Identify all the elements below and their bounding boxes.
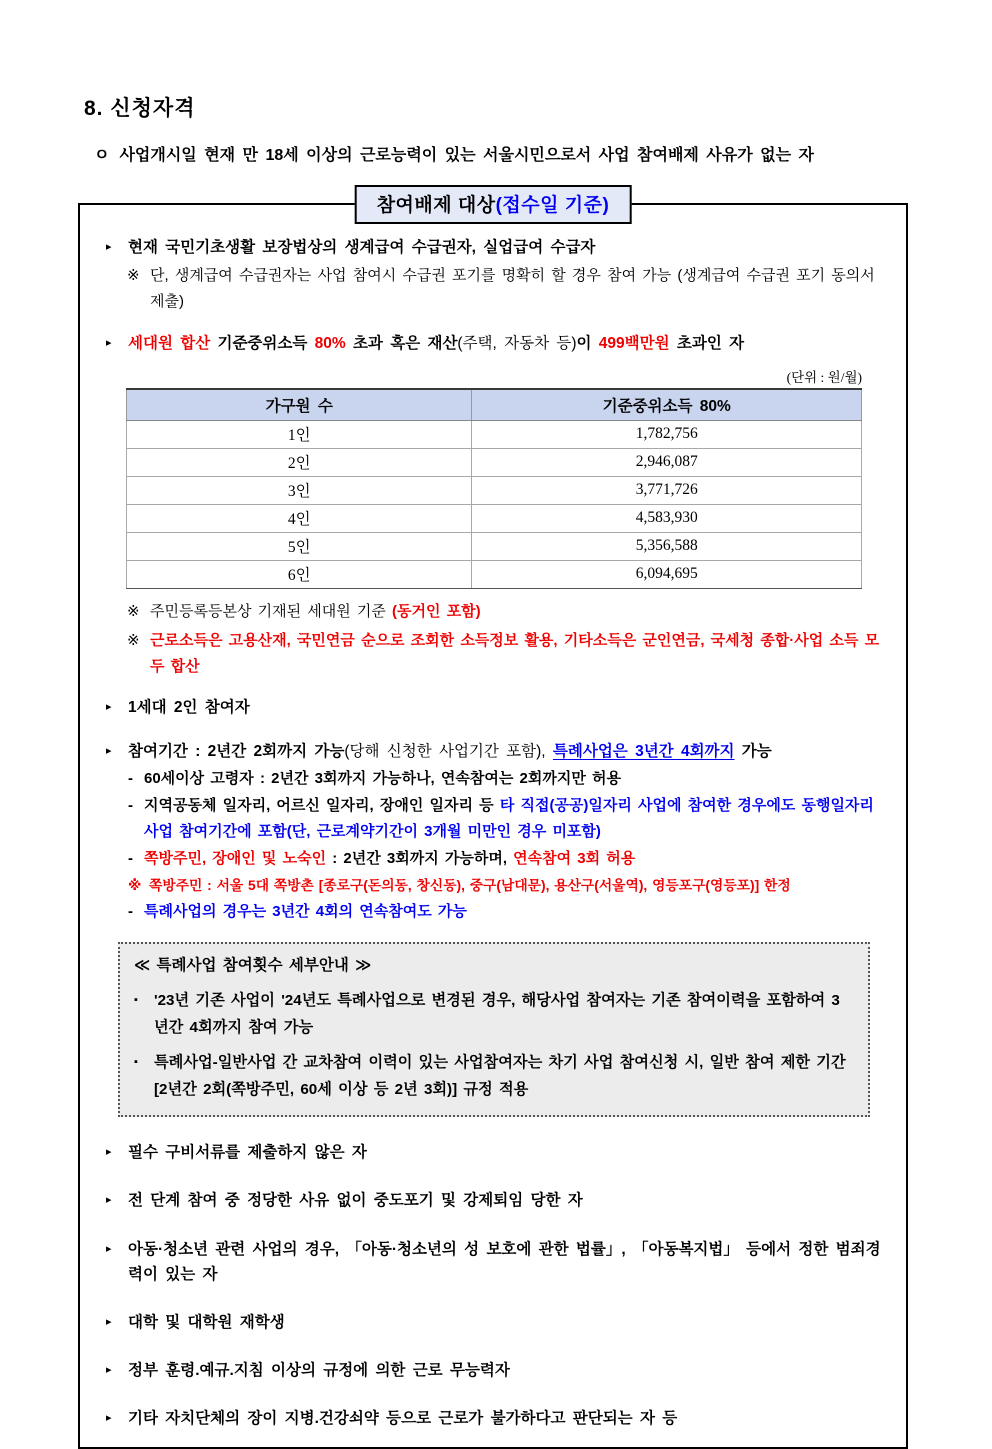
note-red-part: (동거인 포함) bbox=[392, 602, 481, 620]
item-text: 대학 및 대학원 재학생 bbox=[128, 1313, 285, 1331]
cell-income: 5,356,588 bbox=[472, 532, 862, 560]
sub-note-text: 쪽방주민 : 서울 5대 쪽방촌 [종로구(돈의동, 창신동), 중구(남대문), 용산구(서울역), 영등포구(영등포)] 한정 bbox=[149, 877, 791, 893]
seg-possible: 가능 bbox=[734, 742, 772, 760]
seg-period-bold: 참여기간 : 2년간 2회까지 가능 bbox=[128, 742, 345, 760]
seg-direct-jobs-blue: 타 직접(공공)일자리 사업에 참여한 경우에도 동행일자리 사업 참여기간에 포함(단, 근로계약기간이 3개월 미만인 경우 미포함) bbox=[144, 797, 874, 840]
sub-text: 60세이상 고령자 : 2년간 3회까지 가능하나, 연속참여는 2회까지만 허용 bbox=[144, 769, 621, 787]
seg-three-times: : 2년간 3회까지 가능하며, bbox=[326, 850, 514, 868]
cell-income: 3,771,726 bbox=[472, 476, 862, 504]
note-text: 단, 생계급여 수급권자는 사업 참여시 수급권 포기를 명확히 할 경우 참여 가능 (생계급여 수급권 포기 동의서 제출) bbox=[150, 267, 875, 311]
sub-item-jjokbang bbox=[128, 846, 882, 872]
item-text: 현재 국민기초생활 보장법상의 생계급여 수급권자, 실업급여 수급자 bbox=[128, 239, 596, 256]
median-income-table bbox=[126, 388, 862, 589]
triangle-bullet-icon: ▸ bbox=[106, 1315, 112, 1328]
square-bullet-icon: ▪ bbox=[134, 993, 138, 1006]
seg-consecutive: 연속참여 3회 허용 bbox=[513, 850, 636, 868]
triangle-bullet-icon: ▸ bbox=[106, 241, 112, 253]
item-text bbox=[128, 739, 772, 764]
special-box-bullet bbox=[134, 1050, 854, 1103]
exclusion-section bbox=[78, 185, 908, 1449]
item-text: 아동·청소년 관련 사업의 경우, 「아동·청소년의 성 보호에 관한 법률」, 「아동복지법」 등에서 정한 범죄경력이 있는 자 bbox=[128, 1240, 881, 1283]
item-text: 정부 훈령.예규.지침 이상의 규정에 의한 근로 무능력자 bbox=[128, 1361, 510, 1379]
special-box-title: ≪ 특례사업 참여횟수 세부안내 ≫ bbox=[134, 956, 372, 974]
table-row bbox=[127, 560, 862, 588]
reference-mark-icon: ※ bbox=[127, 602, 140, 620]
sub-note-jjokbang-areas bbox=[128, 874, 882, 897]
exclusion-item-missing-documents bbox=[106, 1140, 882, 1165]
seg-499m: 499백만원 bbox=[598, 334, 670, 352]
seg-exceed-or-asset: 초과 혹은 재산 bbox=[345, 334, 458, 352]
exclusion-item-basic-livelihood bbox=[106, 235, 882, 260]
seg-community-jobs: 지역공동체 일자리, 어르신 일자리, 장애인 일자리 등 bbox=[144, 797, 500, 815]
note-text bbox=[150, 599, 481, 625]
dash-bullet: - bbox=[128, 797, 133, 815]
exclusion-item-dropout bbox=[106, 1188, 882, 1213]
exclusion-item-health bbox=[106, 1406, 882, 1431]
cell-income: 1,782,756 bbox=[472, 420, 862, 448]
note-red-text: 근로소득은 고용산재, 국민연금 순으로 조회한 소득정보 활용, 기타소득은 군인연금, 국세청 종합·사업 소득 모두 합산 bbox=[150, 631, 880, 676]
exclusion-box-title bbox=[355, 185, 632, 224]
sub-text: 특례사업의 경우는 3년간 4회의 연속참여도 가능 bbox=[144, 903, 467, 921]
triangle-bullet-icon: ▸ bbox=[106, 744, 112, 757]
exclusion-item-child-crime bbox=[106, 1237, 882, 1287]
seg-exceeding-person: 초과인 자 bbox=[669, 334, 745, 352]
intro-line bbox=[94, 142, 948, 165]
note-black-part: 주민등록등본상 기재된 세대원 기준 bbox=[150, 602, 393, 620]
seg-asset-paren: (주택, 자동차 등) bbox=[457, 334, 577, 352]
table-row bbox=[127, 476, 862, 504]
special-bullet-text: 특례사업-일반사업 간 교차참여 이력이 있는 사업참여자는 차기 사업 참여신청 시, 일반 참여 제한 기간 [2년간 2회(쪽방주민, 60세 이상 등 2년 3회)] 규정 적용 bbox=[154, 1054, 846, 1098]
sub-text bbox=[144, 793, 882, 844]
reference-mark-icon: ※ bbox=[127, 631, 140, 649]
note-household-register bbox=[127, 599, 882, 625]
intro-text: 사업개시일 현재 만 18세 이상의 근로능력이 있는 서울시민으로서 사업 참여배제 사유가 없는 자 bbox=[119, 147, 814, 164]
col-header-income: 기준중위소득 80% bbox=[472, 389, 862, 421]
cell-household: 3인 bbox=[127, 476, 472, 504]
cell-income: 4,583,930 bbox=[472, 504, 862, 532]
exclusion-box bbox=[78, 203, 908, 1449]
cell-income: 6,094,695 bbox=[472, 560, 862, 588]
seg-household-sum: 세대원 합산 bbox=[128, 334, 211, 352]
seg-i: 이 bbox=[576, 334, 599, 352]
exclusion-item-work-incapable bbox=[106, 1358, 882, 1383]
intro-bullet: ㅇ bbox=[94, 147, 110, 164]
note-income-check bbox=[127, 628, 882, 681]
exclusion-item-students bbox=[106, 1310, 882, 1335]
special-bullet-text: '23년 기존 사업이 '24년도 특례사업으로 변경된 경우, 해당사업 참여자는 기존 참여이력을 포함하여 3년간 4회까지 참여 가능 bbox=[154, 991, 840, 1036]
sub-item-public-jobs bbox=[128, 793, 882, 844]
table-row bbox=[127, 420, 862, 448]
note-livelihood-waiver bbox=[127, 263, 882, 316]
cell-household: 2인 bbox=[127, 448, 472, 476]
reference-mark-icon: ※ bbox=[127, 267, 140, 285]
triangle-bullet-icon: ▸ bbox=[106, 1194, 112, 1207]
section-heading: 8. 신청자격 bbox=[84, 97, 196, 120]
cell-household: 6인 bbox=[127, 560, 472, 588]
cell-household: 5인 bbox=[127, 532, 472, 560]
reference-mark-icon: ※ bbox=[128, 877, 142, 893]
triangle-bullet-icon: ▸ bbox=[106, 336, 112, 349]
seg-special-project: 특례사업은 3년간 4회까지 bbox=[552, 742, 735, 760]
triangle-bullet-icon: ▸ bbox=[106, 1146, 112, 1159]
table-header-row bbox=[127, 389, 862, 421]
cell-household: 4인 bbox=[127, 504, 472, 532]
title-blue-part: (접수일 기준) bbox=[495, 195, 610, 216]
special-box-bullet bbox=[134, 988, 854, 1041]
dash-bullet: - bbox=[128, 850, 133, 868]
dash-bullet: - bbox=[128, 769, 133, 787]
table-row bbox=[127, 504, 862, 532]
table-row bbox=[127, 532, 862, 560]
table-row bbox=[127, 448, 862, 476]
cell-household: 1인 bbox=[127, 420, 472, 448]
table-unit-label: (단위 : 원/월) bbox=[786, 369, 862, 385]
exclusion-item-income-asset bbox=[106, 331, 882, 356]
sub-text bbox=[144, 846, 635, 872]
seg-vulnerable-groups: 쪽방주민, 장애인 및 노숙인 bbox=[144, 850, 327, 868]
item-text: 필수 구비서류를 제출하지 않은 자 bbox=[128, 1144, 367, 1162]
triangle-bullet-icon: ▸ bbox=[106, 1242, 112, 1255]
seg-80pct: 80% bbox=[314, 334, 346, 352]
sub-item-seniors bbox=[128, 766, 882, 792]
triangle-bullet-icon: ▸ bbox=[106, 1412, 112, 1425]
triangle-bullet-icon: ▸ bbox=[106, 1363, 112, 1376]
cell-income: 2,946,087 bbox=[472, 448, 862, 476]
item-text: 1세대 2인 참여자 bbox=[128, 699, 250, 717]
item-text: 기타 자치단체의 장이 지병.건강쇠약 등으로 근로가 불가하다고 판단되는 자 등 bbox=[128, 1410, 678, 1428]
seg-period-paren: (당해 신청한 사업기간 포함), bbox=[344, 742, 553, 760]
title-black-part: 참여배제 대상 bbox=[376, 195, 496, 216]
exclusion-item-participation-period bbox=[106, 739, 882, 764]
item-text bbox=[128, 331, 744, 356]
seg-median-income: 기준중위소득 bbox=[210, 334, 315, 352]
square-bullet-icon: ▪ bbox=[134, 1056, 138, 1069]
triangle-bullet-icon: ▸ bbox=[106, 701, 112, 714]
col-header-household: 가구원 수 bbox=[127, 389, 472, 421]
dash-bullet: - bbox=[128, 903, 133, 921]
exclusion-item-two-per-household bbox=[106, 695, 882, 720]
sub-item-special-consecutive bbox=[128, 899, 882, 925]
item-text: 전 단계 참여 중 정당한 사유 없이 중도포기 및 강제퇴임 당한 자 bbox=[128, 1192, 583, 1210]
special-project-detail-box bbox=[118, 942, 870, 1118]
